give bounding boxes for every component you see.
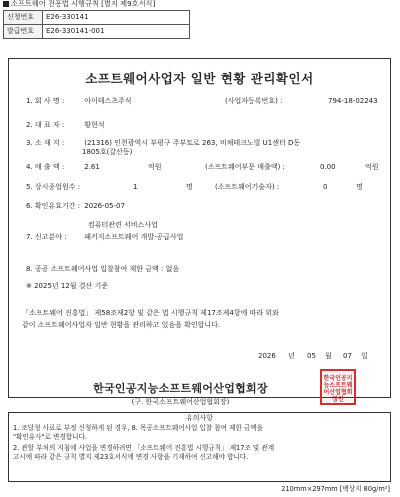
sw-engineers-label: (소프트웨어기술자) : — [215, 183, 280, 191]
certificate-frame — [8, 58, 391, 398]
square-bullet-icon — [3, 1, 9, 7]
issue-number-label: 발급번호 — [4, 25, 43, 39]
business-number-value: 794-18-02243 — [328, 97, 378, 105]
company-value: 아이테스츠주식 — [84, 97, 132, 105]
address-line-2: 1805호(갈산동) — [82, 148, 133, 156]
sw-sales-value: 0.00 — [320, 163, 336, 171]
issue-day-unit: 일 — [361, 352, 368, 360]
application-row — [4, 11, 190, 25]
issue-year: 2026 — [258, 352, 276, 360]
seal-text: 한국인공지능소프트웨어산업협회장인 — [323, 375, 353, 403]
form-reference: 소프트웨어 진흥법 시행규칙 [별지 제9호서식] — [3, 0, 155, 8]
employees-unit: 명 — [186, 183, 193, 191]
statement-line-2: 같이 소프트웨어사업자 일반 현황을 관리하고 있음을 확인합니다. — [22, 321, 221, 329]
issue-number-row — [4, 25, 190, 39]
validity-label: 6. 확인유효기간 : — [26, 202, 81, 210]
statement-line-1: 「소프트웨어 진흥법」 제58조제2항 및 같은 법 시행규칙 제17조제4항에 따라 위와 — [22, 309, 279, 317]
note-line: 1. 조달청 사료로 부정 신청하게 된 경우, 8. 목공소프트웨어사업 입찰 참여 제한 금액을 — [13, 424, 264, 432]
settlement-basis: ※ 2025년 12월 결산 기준 — [26, 282, 109, 290]
sw-engineers-unit: 명 — [356, 183, 363, 191]
application-number-label: 신청번호 — [4, 11, 43, 25]
employees-value: 1 — [133, 183, 138, 191]
document-title: 소프트웨어사업자 일반 현황 관리확인서 — [85, 71, 314, 86]
business-category-1: 컴퓨터관련 서비스사업 — [88, 221, 158, 229]
sw-engineers-value: 0 — [323, 183, 328, 191]
employees-label: 5. 상시종업원수 : — [26, 183, 81, 191]
note-line: 고시에 따라 같은 규칙 별지 제23호서식에 변경 사항을 기재하여 신고해야 합니다. — [13, 453, 249, 461]
application-number-table — [3, 10, 190, 39]
validity-value: 2026-05-07 — [84, 202, 125, 210]
employees-row — [26, 183, 82, 191]
business-category-label: 7. 신고분야 : — [26, 233, 67, 241]
notes-heading: 유의사항 — [185, 414, 214, 422]
statement-paragraph — [22, 307, 382, 331]
address-row — [26, 139, 300, 147]
application-number-value: E26-330141 — [43, 11, 190, 25]
issue-month: 05 — [307, 352, 316, 360]
company-row — [26, 97, 132, 105]
sales-value: 2.61 — [84, 163, 100, 171]
sales-label: 4. 매 출 액 : — [26, 163, 65, 171]
issue-number-value: E26-330141-001 — [43, 25, 190, 39]
address-line-1: (21316) 인천광역시 부평구 주부토로 263, 비채테크노빌 U1센터 D동 — [84, 139, 301, 147]
issue-day: 07 — [343, 352, 352, 360]
paper-spec-footer: 210mm×297mm [백상지 80g/m²] — [281, 485, 390, 493]
issue-year-unit: 년 — [288, 352, 295, 360]
business-number-label: (사업자등록번호) : — [225, 97, 283, 105]
business-category-2: 패키지소프트웨어 개발·공급사업 — [84, 233, 184, 241]
sales-unit: 억원 — [148, 163, 162, 171]
ceo-label: 2. 대 표 자 : — [26, 121, 65, 129]
company-label: 1. 회 사 명 : — [26, 97, 65, 105]
issuer-name: 한국인공지능소프트웨어산업협회장 — [93, 382, 268, 395]
validity-row — [26, 202, 125, 210]
official-seal-icon — [320, 369, 356, 405]
bid-restriction: 8. 공공 소프트웨어사업 입찰참여 제한 금액 : 없음 — [26, 265, 180, 273]
sales-row — [26, 163, 100, 171]
sw-sales-label: (소프트웨어부문 매출액) : — [205, 163, 285, 171]
address-label: 3. 소 재 지 : — [26, 139, 65, 147]
issuer-former-name: (구. 한국소프트웨어산업협회장) — [131, 398, 230, 406]
note-line: "확인유사"로 변경합니다. — [13, 433, 87, 441]
ceo-row — [26, 121, 105, 129]
business-category-row — [26, 233, 183, 241]
ceo-value: 황현석 — [84, 121, 105, 129]
sw-sales-unit: 억원 — [365, 163, 379, 171]
note-line: 2. 관할 부처의 지침에 사업을 변경하려면 「소프트웨어 진흥법 시행규칙」 제17조 및 관계 — [13, 444, 275, 452]
issue-month-unit: 월 — [325, 352, 332, 360]
